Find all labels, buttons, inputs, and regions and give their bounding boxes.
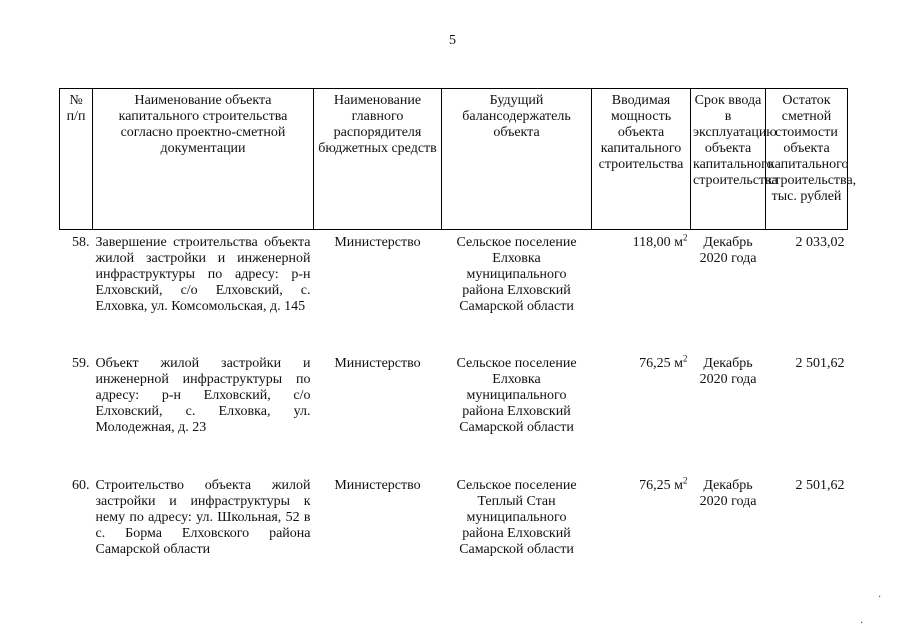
capacity	[592, 352, 691, 478]
balance-holder: Сельское поселение Елховка муниципального района Елховский Самарской области	[456, 235, 577, 314]
object-name: Объект жилой застройки и инженерной инфраструктуры по адресу: р-н Елховский, с/о Елховский, с. Елховка, ул. Молодежная, д. 23	[95, 355, 311, 435]
table-row	[60, 230, 848, 356]
commissioning-term: Декабрь 2020 года	[699, 235, 757, 266]
scan-speck-mark: ·	[860, 618, 864, 629]
capacity-value: 76,25 м	[639, 477, 683, 493]
object-name: Завершение строительства объекта жилой застройки и инженерной инфраструктуры по адресу: р-н Елховский, с/о Елховский, с. Елховка, ул. Комсомольская, д. 145	[95, 235, 311, 314]
capacity-value: 118,00 м	[632, 235, 683, 250]
capacity	[592, 474, 691, 578]
cost-remainder: 2 501,62	[795, 355, 845, 371]
table-row	[60, 478, 848, 578]
capacity-unit-power: 2	[683, 232, 688, 243]
header-balance-holder: Будущий балансодержатель объекта	[442, 89, 592, 230]
scan-speck-mark: ·	[878, 592, 882, 603]
table-header-row	[60, 89, 848, 230]
table-row	[60, 356, 848, 478]
row-number: 59.	[72, 355, 90, 371]
balance-holder: Сельское поселение Теплый Стан муниципального района Елховский Самарской области	[456, 477, 577, 557]
capacity-unit-power: 2	[683, 352, 688, 363]
commissioning-term: Декабрь 2020 года	[699, 477, 757, 509]
row-number: 60.	[72, 477, 90, 493]
balance-holder: Сельское поселение Елховка муниципального района Елховский Самарской области	[456, 355, 577, 435]
row-number: 58.	[72, 235, 90, 250]
capacity-unit-power: 2	[683, 474, 688, 485]
header-capacity: Вводимая мощность объекта капитального строительства	[592, 89, 691, 230]
budget-manager: Министерство	[334, 355, 421, 371]
commissioning-term: Декабрь 2020 года	[699, 355, 757, 387]
capacity	[592, 230, 691, 356]
header-budget-manager: Наименование главного распорядителя бюджетных средств	[314, 89, 442, 230]
header-object-name: Наименование объекта капитального строительства согласно проектно-сметной документации	[93, 89, 314, 230]
cost-remainder: 2 501,62	[795, 477, 845, 493]
capital-construction-table	[59, 88, 857, 578]
page-number: 5	[449, 33, 456, 48]
budget-manager: Министерство	[334, 235, 421, 250]
header-num: № п/п	[60, 89, 93, 230]
header-commissioning-term: Срок ввода в эксплуатацию объекта капитального строительства	[691, 89, 766, 230]
budget-manager: Министерство	[334, 477, 421, 493]
cost-remainder: 2 033,02	[795, 235, 845, 250]
header-cost-remainder: Остаток сметной стоимости объекта капитального строительства, тыс. рублей	[766, 89, 848, 230]
object-name: Строительство объекта жилой застройки и инфраструктуры к нему по адресу: ул. Школьная, 52 в с. Борма Елховского района Самарской области	[95, 477, 311, 557]
capacity-value: 76,25 м	[639, 355, 683, 371]
